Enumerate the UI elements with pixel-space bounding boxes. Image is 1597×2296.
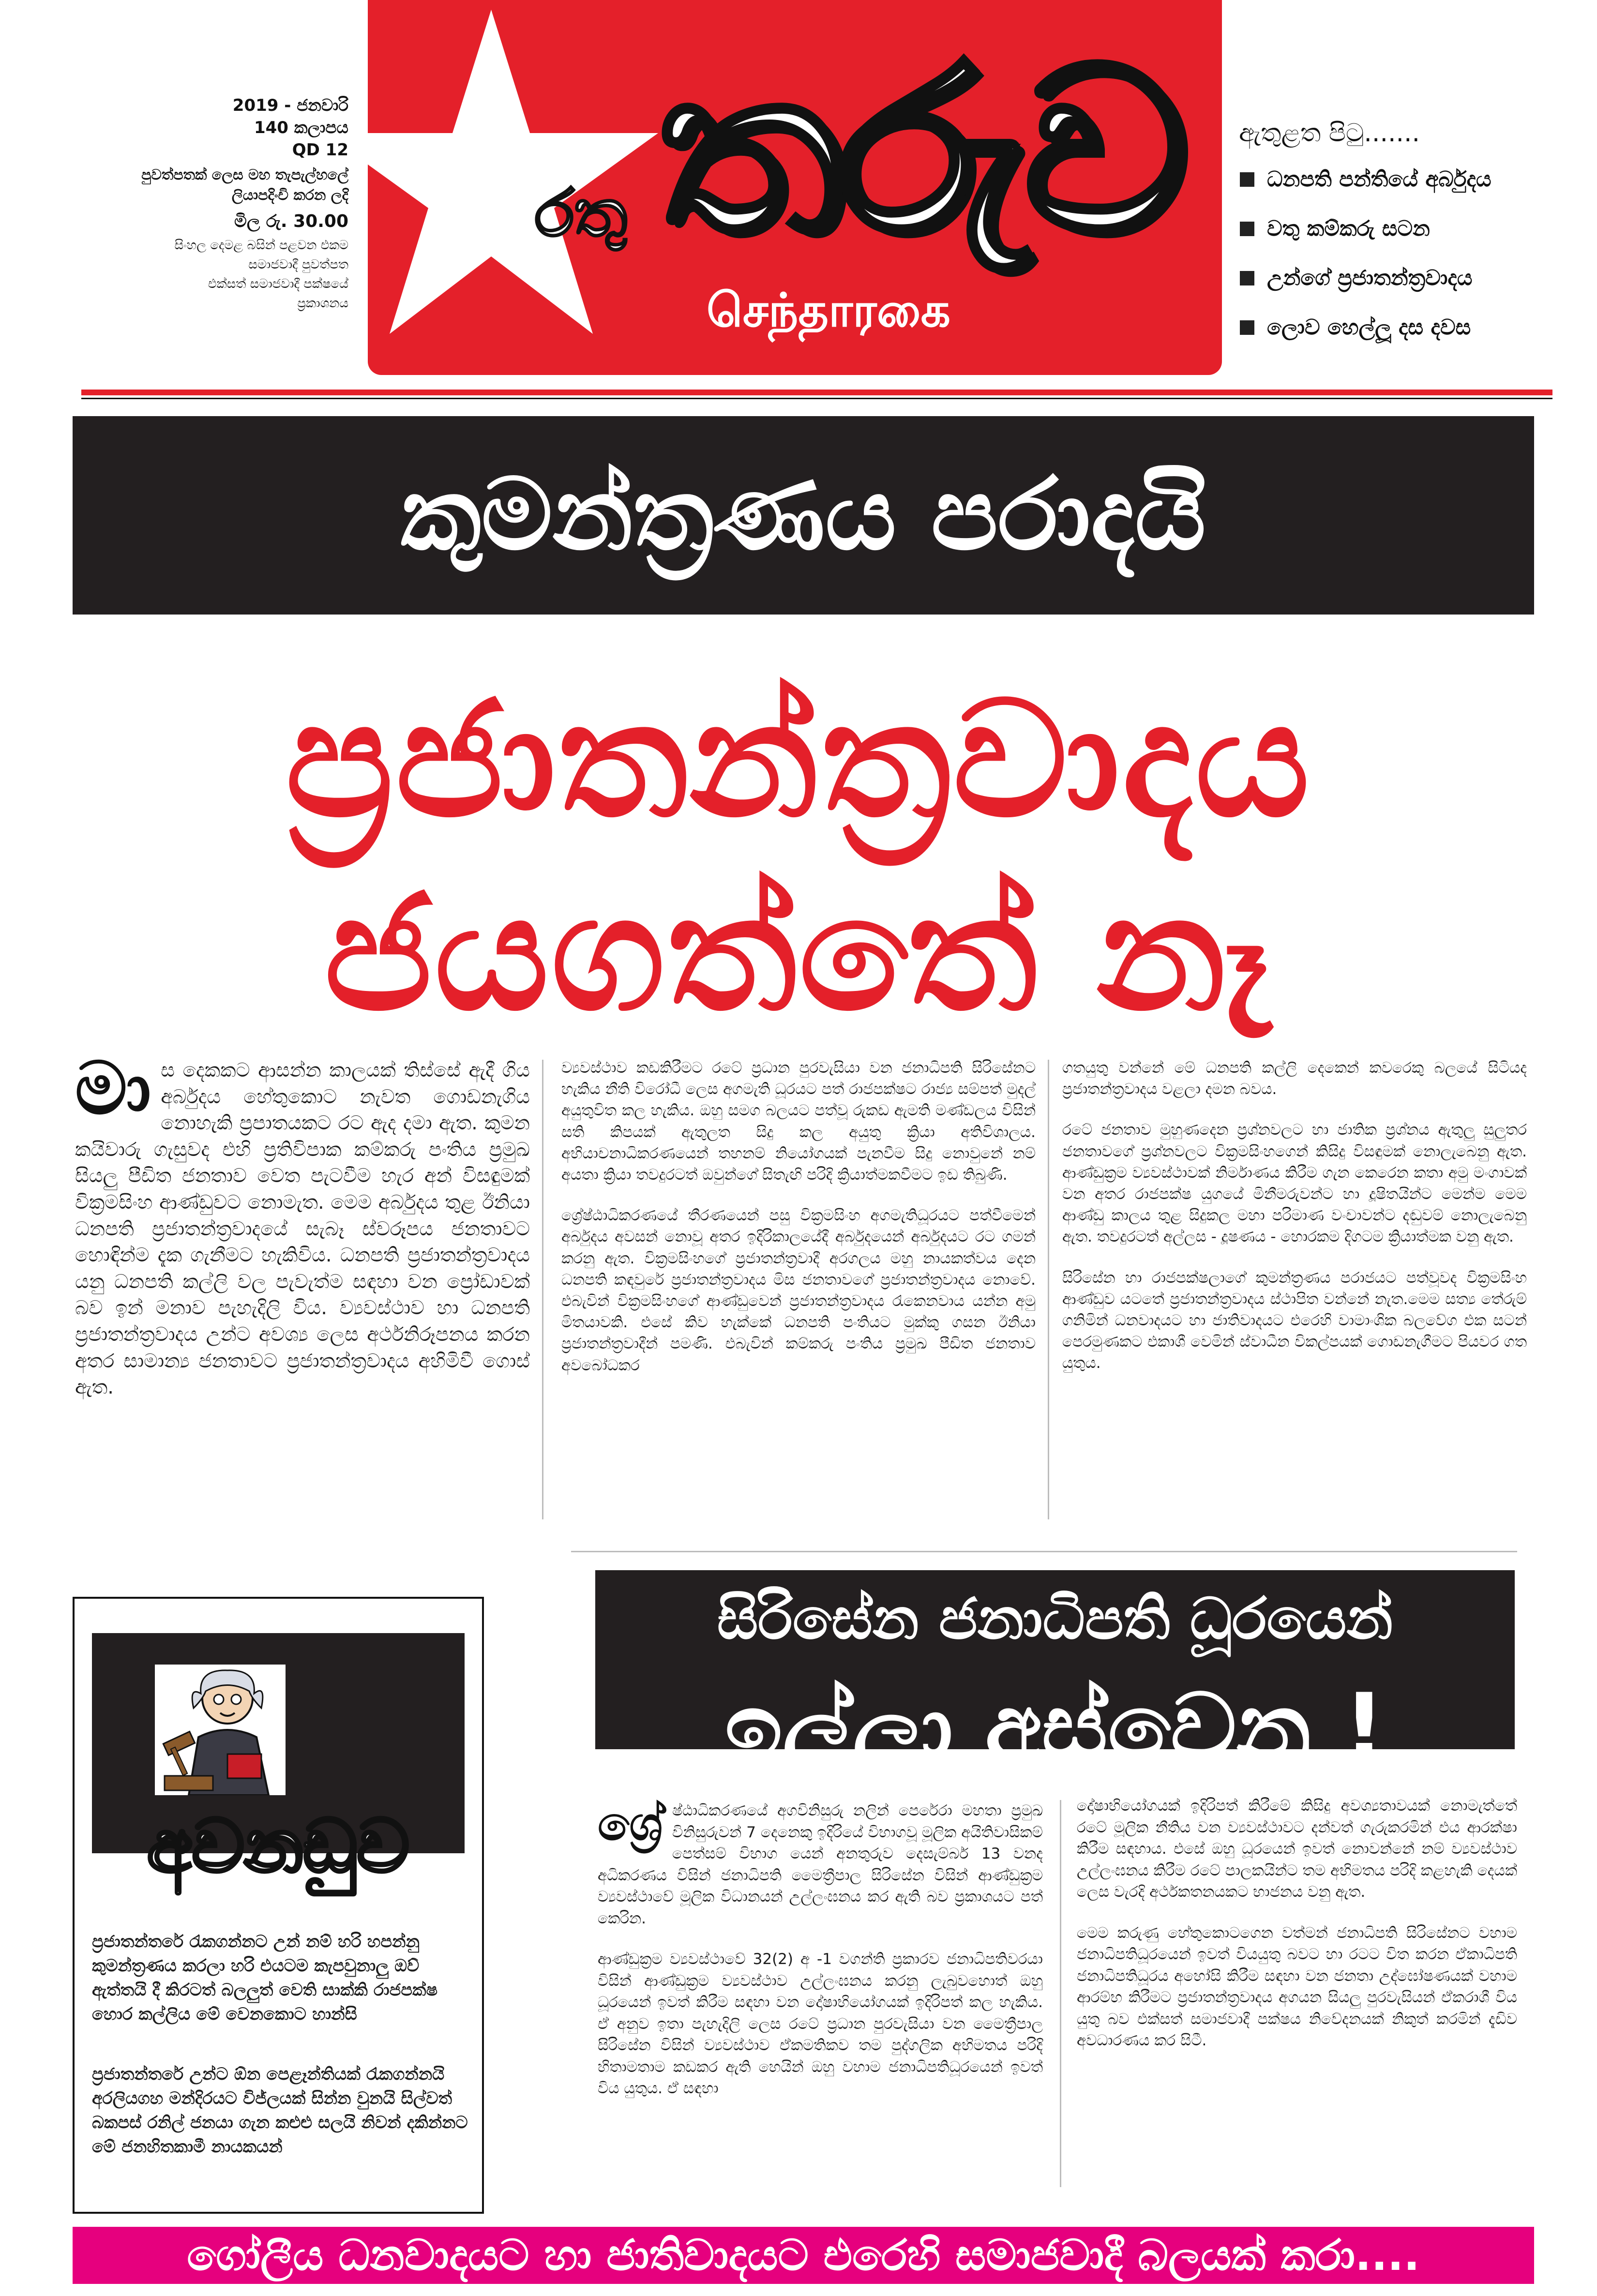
article-column-2 xyxy=(561,1057,1036,1396)
masthead-rule-red xyxy=(81,390,1552,395)
inside-item xyxy=(1234,204,1582,254)
issue-number: 140 කලාපය xyxy=(254,118,348,137)
registration-line-1: පුවත්පතක් ලෙස මහ තැපැල්හලේ xyxy=(141,166,348,183)
inside-item-label: වතු කම්කරු සටන xyxy=(1267,216,1430,241)
second-story-column-1 xyxy=(598,1796,1043,2119)
second-headline-line-2: ඉල්ලා අස්වෙනු ! xyxy=(724,1674,1386,1781)
publisher-line-1: සිංහල දෙමළ බසින් පළවන එකම xyxy=(174,238,348,253)
drop-cap: මා xyxy=(75,1046,151,1131)
masthead xyxy=(0,0,1597,387)
logo-word-tharuwa: තරුව xyxy=(658,16,1182,284)
article-paragraph: දෝෂාභියෝගයක් ඉදිරිපත් කිරීමේ කිසිදු අවශ්‍යතාවයක් නොමැත්තේ රටේ මූලික නීතිය වන ව්‍යවස්ථාවට දන්වත් ගැරුකරමින් එය ආරක්ෂා කිරීම සඳහාය. එසේ ඔහු ධූරයෙන් ඉවත් නොවන්නේ නම් ව්‍යවස්ථාව උල්ලංඝනය කිරීම රටේ පාලකයින්ට තම අභිමතය පරිදි කළහැකි දෙයක් ලෙස වැරදි අර්ථකතනයකට භාජනය වනු ඇත. xyxy=(1077,1797,1517,1901)
column-divider xyxy=(542,1060,543,1519)
second-story-column-2 xyxy=(1077,1795,1517,2071)
footer-slogan-bar xyxy=(73,2227,1534,2284)
section-divider xyxy=(571,1551,1517,1552)
bullet-square-icon xyxy=(1240,271,1254,285)
column-divider xyxy=(1060,1800,1061,2187)
article-text: ස දෙකකට ආසන්න කාලයක් තිස්සේ ඇදී ගිය අර්බුදය හේතුකොට නැවත ගොඩනැගිය නොහැකි ප්‍රපාතයකට රට ඇද දමා ඇත. කුමන කයිවාරු ගැසුවද එහි ප්‍රතිවිපාක කම්කරු පංතිය ප්‍රමුඛ සියලු පීඩිත ජනතාව වෙත පැටවීම හැර අන් විසඳුමක් වික්‍රමසිංහ ආණ්ඩුවට නොමැත. මෙම අර්බුදය තුළ ඊනියා ධනපති ප්‍රජාතන්ත්‍රවාදයේ සැබෑ ස්වරූපය ජනතාවට හොඳින්ම දැක ගැනීමට හැකිවිය. ධනපති ප්‍රජාතන්ත්‍රවාදය යනු ධනපති කල්ලි වල පැවැත්ම සඳහා වන ප්‍රෝඩාවක් බව ඉන් මනාව පැහැදිලි විය. ව්‍යවස්ථාව හා ධනපති ප්‍රජාතන්ත්‍රවාදය උන්ට අවශ්‍ය ලෙස අර්ථනිරූපනය කරන අතර සාමාන්‍ය ජනතාවට ප්‍රජාතන්ත්‍රවාදය අහිමිවී ගොස් ඇත. xyxy=(75,1059,530,1399)
inside-item xyxy=(1234,155,1582,204)
logo-word-ratu: රතු xyxy=(535,174,628,251)
logo-word-tamil: செந்தாரகை xyxy=(707,283,950,337)
judge-cartoon-icon xyxy=(155,1665,286,1795)
article-paragraph: ගතයුතු වන්නේ මේ ධනපති කල්ලි දෙකෙන් කවරෙකු බලයේ සිටියද ප්‍රජාතන්ත්‍රවාදය වළලා දමන බවය. xyxy=(1062,1059,1527,1098)
article-column-3 xyxy=(1062,1057,1527,1394)
article-text: ෂ්ඨාධිකරණයේ අගවිනිසුරු නලින් පෙරේරා මහතා ප්‍රමුඛ විනිසුරුවන් 7 දෙනෙකු ඉදිරියේ විභාගවූ මූලික අයිතිවාසිකම් පෙත්සම් විභාග යෙන් අනතුරුව දෙසැම්බර් 13 වනද අධිකරණය විසින් ජනාධිපති මෛත්‍රීපාල සිරිසේන විසින් ආණ්ඩුක්‍රම ව්‍යවස්ථාවේ මූලික විධානයන් උල්ලංඝනය කර ඇති බව ප්‍රකාශයට පත් කෙරින. xyxy=(598,1802,1043,1927)
publisher-line-2: සමාජවාදී පුවත්පත xyxy=(248,257,348,272)
main-headline-line-2: ජයගත්තේ නෑ xyxy=(324,860,1273,1046)
article-paragraph: සිරිසේන හා රාජපක්ෂලාගේ කුමන්ත්‍රණය පරාජයට පත්වූවද වික්‍රමසිංහ ආණ්ඩුව යටතේ ප්‍රජාතන්ත්‍රවාදය ස්ථාපිත වන්නේ නැත.මෙම සත්‍ය තේරුම් ගනිමින් ධනවාදයට හා ජාතිවාදයට එරෙහි වාමාංශික බලවේග එක සටන් පෙරමුණකට එකාශී වෙමින් ස්වාධීන විකල්පයක් ගොඩනැගීමට පියවර ගත යුතුය. xyxy=(1062,1269,1527,1372)
issue-info xyxy=(102,94,348,313)
inside-item-label: ධනපති පන්තියේ අර්බුදය xyxy=(1267,167,1492,192)
second-headline-line-1: සිරිසේන ජනාධිපති ධූරයෙන් xyxy=(717,1585,1393,1652)
inside-item-label: උන්ගේ ප්‍රජාතන්ත්‍රවාදය xyxy=(1267,266,1473,290)
inside-item xyxy=(1234,254,1582,303)
column-divider xyxy=(1048,1060,1049,1519)
sidebar-poem-stanza: ප්‍රජාතන්තරේ රැකගන්නට උන් නම් හරි හපන්නු කුමන්ත්‍රණය කරලා හරි එයටම කැපවුනාලු ඔව් ඇත්තයි දී කිරටත් බලලුත් වෙති සාක්කි රාජපක්ෂ හොර කල්ලිය මේ වෙනකොට හාන්සි xyxy=(92,1932,438,2024)
inside-item xyxy=(1234,303,1582,352)
registration-code: QD 12 xyxy=(292,140,348,160)
inside-pages-title: ඇතුළත පිටු....... xyxy=(1239,119,1420,148)
bullet-square-icon xyxy=(1240,222,1254,236)
inside-pages xyxy=(1234,116,1582,352)
footer-slogan: ගෝලීය ධනවාදයට හා ජාතිවාදයට එරෙහි සමාජවාදී බලයක් කරා.... xyxy=(187,2230,1420,2280)
drop-cap: ශ්‍රේ xyxy=(598,1796,663,1851)
article-paragraph: මෙම කරුණු හේතුකොටගෙන වත්මන් ජනාධිපති සිරිසේනට වහාම ජනාධිපතිධූරයෙන් ඉවත් වියයුතු බවට හා රටට විත කරන ඒකාධිපති ජනාධිපතිධූරය අහෝසි කිරීම සඳහා වන ජනතා උද්ඝෝෂණයක් වහාම ආරම්භ කිරීමට ප්‍රජාතන්ත්‍රවාදය අගයන සියලු පුරවැසියන් ඒකරාශී විය යුතු බව එක්සත් සමාජවාදී පක්ෂය නිවේදනයක් නිකුත් කරමින් දැඩිව අවධාරණය කර සිටී. xyxy=(1077,1924,1517,2049)
article-paragraph: රටේ ජනතාව මුහුණදෙන ප්‍රශ්නවලට හා ජාතික ප්‍රශ්නය ඇතුලු සුලුතර ජනතාවගේ ප්‍රශ්නවලට වික්‍රමසිංහගෙන් කිසිදු විසඳුමක් නොලැබෙනු ඇත. ආණ්ඩුක්‍රම ව්‍යවස්ථාවක් නිර්මාණය කිරීම ගැන කෙරෙන කතා අමු මංගාවක් වන අතර රාජපක්ෂ යුගයේ මිනීමරුවන්ට හා දූෂිතයින්ට මෙන්ම මෙම ආණ්ඩු කාලය තුළ සිදුකල මහා පරිමාණ වංචාවන්ට දඬුවම් නොලැබෙනු ඇත. තවදුරටත් අල්ලස - දූෂණය - හොරකම දිගටම ක්‍රියාත්මක වනු ඇත. xyxy=(1062,1121,1527,1246)
price: මිල රු. 30.00 xyxy=(234,211,348,231)
bullet-square-icon xyxy=(1240,320,1254,335)
publisher-line-4: ප්‍රකාශනය xyxy=(297,296,348,311)
bullet-square-icon xyxy=(1240,172,1254,187)
article-paragraph: ආණ්ඩුක්‍රම ව්‍යවස්ථාවේ 32(2) අ -1 වගන්ති ප්‍රකාරව ජනාධිපතිවරයා විසින් ආණ්ඩුක්‍රම ව්‍යවස්ථාව උල්ලංඝනය කරනු ලැබුවහොත් ඔහු ධූරයෙන් ඉවත් කිරීම සඳහා වන දෝෂාභියෝගයක් ඉදිරිපත් කල හැකිය. ඒ අනුව ඉතා පැහැදිලි ලෙස රටේ ප්‍රධාන පුරවැසියා වන මෛත්‍රීපාල සිරිසේන විසින් ව්‍යවස්ථාව ඒකමතිකව තම පුද්ගලික අභිමතය පරිදි හිතාමතාම කඩකර ඇති හෙයින් ඔහු වහාම ජනාධිපතිධූරයෙන් ඉවත් විය යුතුය. ඒ සඳහා xyxy=(598,1951,1043,2097)
inside-item-label: ලොව හෙල්ලූ දස දවස xyxy=(1267,315,1471,340)
sidebar-title: අවනඩුව xyxy=(147,1803,409,1889)
newspaper-logo xyxy=(368,0,1222,375)
issue-date: 2019 - ජනවාරි xyxy=(232,96,348,115)
main-headline-line-1: ප්‍රජාතන්ත්‍රවාදය xyxy=(285,667,1312,853)
headline-banner xyxy=(73,416,1534,615)
article-column-1 xyxy=(75,1046,530,1401)
masthead-rule-black xyxy=(81,398,1552,399)
article-paragraph: ශ්‍රේෂ්ඨාධිකරණයේ තීරණයෙන් පසු වික්‍රමසිංහ අගමැතිධූරයට පත්වීමෙන් අර්බුදය අවසන් නොවූ අතර ඉදිරිකාලයේදී අර්බුදයෙන් අර්බුදයට රට ගමන් කරනු ඇත. වික්‍රමසිංහගේ ප්‍රජාතන්ත්‍රවාදී අරගලය මහු නායකත්වය දෙන ධනපති කඳවුරේ ප්‍රජාතන්ත්‍රවාදය මිස ජනතාවගේ ප්‍රජාතන්ත්‍රවාදය නොවේ. එබැවින් වික්‍රමසිංහගේ ආණ්ඩුවෙන් ප්‍රජාතන්ත්‍රවාදය රැකෙනවාය යන්න අමු මිතයාවකි. එසේ කිව හැක්කේ ධනපති පංතියට මුක්කු ගසන ඊනියා ප්‍රජාතන්ත්‍රවාදීන් පමණි. එබැවින් කම්කරු පංතිය ප්‍රමුඛ පීඩිත ජනතාව අවබෝධකර xyxy=(561,1207,1036,1374)
registration-line-2: ලියාපදිංචි කරන ලදි xyxy=(231,187,348,204)
sidebar-poem-stanza: ප්‍රජාතන්තරේ උන්ට ඕන පෙළෑන්තියක් රැකගන්නයි අරලියගහ මන්දිරයට විජ්ලයක් සින්න වුනයි සිල්වත් බකපස් රනිල් ජනයා ගැන කළුළු සලයි නිවන් දකින්නට මේ ජනහිතකාමී නායකයන් xyxy=(92,2065,468,2157)
article-paragraph: ව්‍යවස්ථාව කඩකිරීමට රටේ ප්‍රධාන පුරවැසියා වන ජනාධිපති සිරිසේනට හැකිය නීති විරෝධී ලෙස අගමැති ධූරයට පත් රාජපක්ෂට රාජ්‍ය සම්පත් මුදල් අයුතුවිත කල හැකිය. ඔහු සමග බලයට පත්වූ රුකඩ ඇමති මණ්ඩලය විසින් සති කිපයක් ඇතුලත සිදු කල අයුතු ක්‍රියා අතිවිශාලය. අභියාචනාධිකරණයෙන් තහනම් නියෝගයක් පැනවීම සිදු නොවුනේ නම් අයතා ක්‍රියා තවදුරටත් ඔවුන්ගේ සිතැඟි පරිදි ක්‍රියාත්මකවීමට ඉඩ තිබුණි. xyxy=(561,1059,1036,1184)
publisher-line-3: එක්සත් සමාජවාදී පක්ෂයේ xyxy=(208,277,348,291)
headline-banner-text: කුමන්ත්‍රණය පරාදයි xyxy=(400,457,1206,572)
article-paragraph xyxy=(598,1796,1043,1929)
